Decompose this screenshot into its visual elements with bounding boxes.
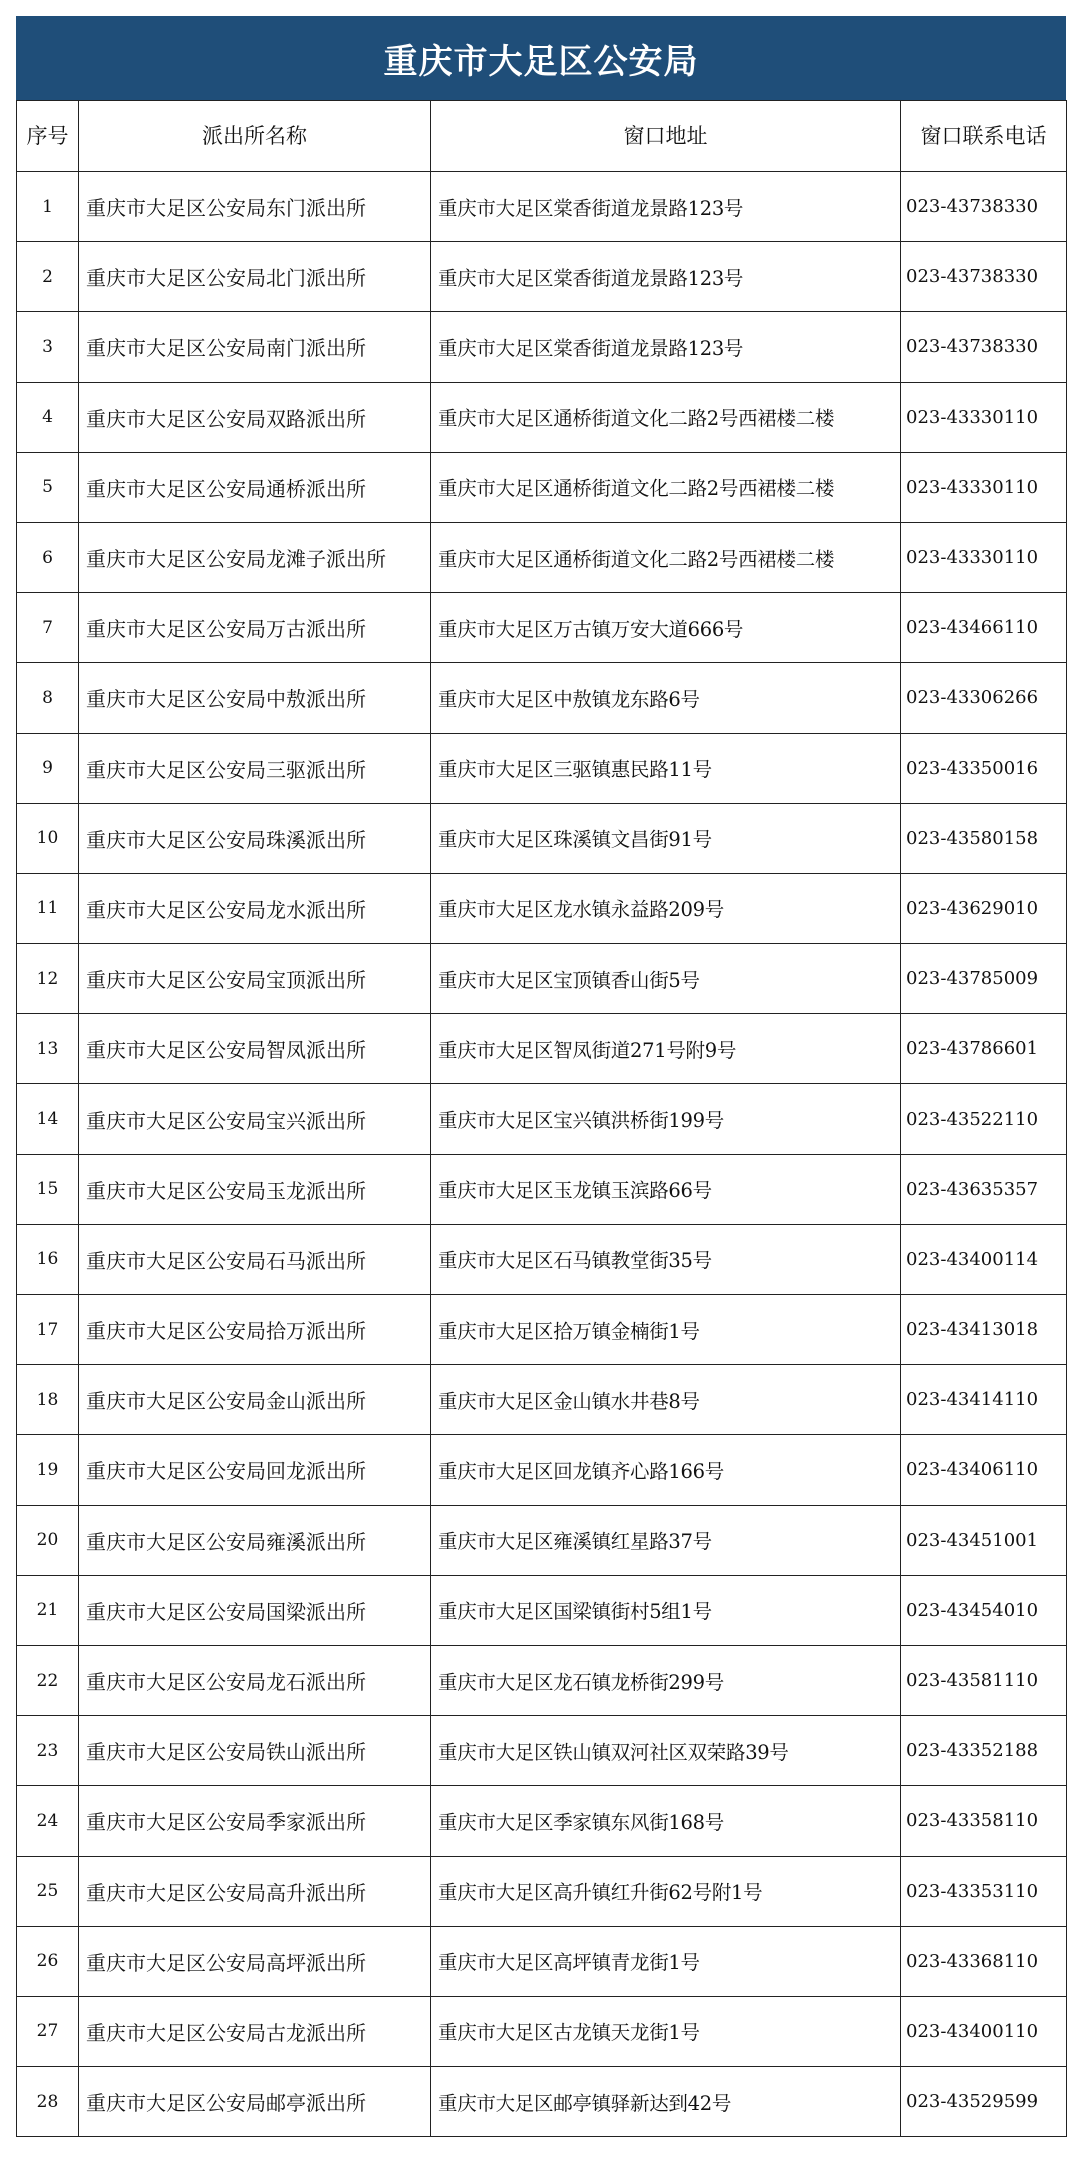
cell-station-name: 重庆市大足区公安局三驱派出所 xyxy=(79,733,431,803)
page-title: 重庆市大足区公安局 xyxy=(16,16,1066,100)
cell-station-name: 重庆市大足区公安局季家派出所 xyxy=(79,1786,431,1856)
header-address: 窗口地址 xyxy=(431,101,901,172)
cell-index: 7 xyxy=(17,593,79,663)
cell-address: 重庆市大足区龙水镇永益路209号 xyxy=(431,873,901,943)
cell-station-name: 重庆市大足区公安局邮亭派出所 xyxy=(79,2067,431,2137)
table-row xyxy=(17,1575,1067,1645)
cell-index: 27 xyxy=(17,1996,79,2066)
table-row xyxy=(17,1295,1067,1365)
cell-address: 重庆市大足区国梁镇街村5组1号 xyxy=(431,1575,901,1645)
cell-address: 重庆市大足区金山镇水井巷8号 xyxy=(431,1365,901,1435)
cell-station-name: 重庆市大足区公安局古龙派出所 xyxy=(79,1996,431,2066)
cell-phone: 023-43738330 xyxy=(901,242,1067,312)
cell-phone: 023-43785009 xyxy=(901,944,1067,1014)
cell-index: 23 xyxy=(17,1716,79,1786)
header-row xyxy=(17,101,1067,172)
cell-address: 重庆市大足区铁山镇双河社区双荣路39号 xyxy=(431,1716,901,1786)
table-header xyxy=(17,101,1067,172)
cell-station-name: 重庆市大足区公安局回龙派出所 xyxy=(79,1435,431,1505)
cell-index: 1 xyxy=(17,172,79,242)
cell-index: 13 xyxy=(17,1014,79,1084)
cell-phone: 023-43353110 xyxy=(901,1856,1067,1926)
cell-station-name: 重庆市大足区公安局通桥派出所 xyxy=(79,452,431,522)
cell-station-name: 重庆市大足区公安局石马派出所 xyxy=(79,1224,431,1294)
cell-address: 重庆市大足区玉龙镇玉滨路66号 xyxy=(431,1154,901,1224)
cell-address: 重庆市大足区万古镇万安大道666号 xyxy=(431,593,901,663)
cell-index: 15 xyxy=(17,1154,79,1224)
cell-station-name: 重庆市大足区公安局玉龙派出所 xyxy=(79,1154,431,1224)
table-row xyxy=(17,1365,1067,1435)
cell-address: 重庆市大足区三驱镇惠民路11号 xyxy=(431,733,901,803)
cell-index: 24 xyxy=(17,1786,79,1856)
cell-address: 重庆市大足区宝兴镇洪桥街199号 xyxy=(431,1084,901,1154)
cell-station-name: 重庆市大足区公安局拾万派出所 xyxy=(79,1295,431,1365)
cell-address: 重庆市大足区雍溪镇红星路37号 xyxy=(431,1505,901,1575)
table-row xyxy=(17,944,1067,1014)
cell-address: 重庆市大足区拾万镇金楠街1号 xyxy=(431,1295,901,1365)
table-row xyxy=(17,1154,1067,1224)
cell-phone: 023-43522110 xyxy=(901,1084,1067,1154)
cell-phone: 023-43350016 xyxy=(901,733,1067,803)
cell-phone: 023-43581110 xyxy=(901,1645,1067,1715)
cell-address: 重庆市大足区中敖镇龙东路6号 xyxy=(431,663,901,733)
cell-phone: 023-43580158 xyxy=(901,803,1067,873)
cell-phone: 023-43786601 xyxy=(901,1014,1067,1084)
cell-index: 2 xyxy=(17,242,79,312)
cell-index: 3 xyxy=(17,312,79,382)
cell-address: 重庆市大足区通桥街道文化二路2号西裙楼二楼 xyxy=(431,522,901,592)
table-row xyxy=(17,452,1067,522)
cell-index: 11 xyxy=(17,873,79,943)
cell-station-name: 重庆市大足区公安局国梁派出所 xyxy=(79,1575,431,1645)
table-row xyxy=(17,1926,1067,1996)
cell-address: 重庆市大足区龙石镇龙桥街299号 xyxy=(431,1645,901,1715)
cell-address: 重庆市大足区石马镇教堂街35号 xyxy=(431,1224,901,1294)
cell-index: 18 xyxy=(17,1365,79,1435)
cell-phone: 023-43330110 xyxy=(901,452,1067,522)
cell-station-name: 重庆市大足区公安局雍溪派出所 xyxy=(79,1505,431,1575)
cell-index: 17 xyxy=(17,1295,79,1365)
cell-address: 重庆市大足区珠溪镇文昌街91号 xyxy=(431,803,901,873)
table-row xyxy=(17,1996,1067,2066)
cell-station-name: 重庆市大足区公安局北门派出所 xyxy=(79,242,431,312)
header-index: 序号 xyxy=(17,101,79,172)
cell-address: 重庆市大足区棠香街道龙景路123号 xyxy=(431,312,901,382)
table-row xyxy=(17,803,1067,873)
cell-index: 21 xyxy=(17,1575,79,1645)
cell-station-name: 重庆市大足区公安局南门派出所 xyxy=(79,312,431,382)
cell-phone: 023-43454010 xyxy=(901,1575,1067,1645)
cell-address: 重庆市大足区邮亭镇驿新达到42号 xyxy=(431,2067,901,2137)
cell-station-name: 重庆市大足区公安局龙石派出所 xyxy=(79,1645,431,1715)
cell-address: 重庆市大足区回龙镇齐心路166号 xyxy=(431,1435,901,1505)
cell-index: 14 xyxy=(17,1084,79,1154)
cell-address: 重庆市大足区高坪镇青龙街1号 xyxy=(431,1926,901,1996)
cell-phone: 023-43406110 xyxy=(901,1435,1067,1505)
cell-station-name: 重庆市大足区公安局高升派出所 xyxy=(79,1856,431,1926)
cell-index: 6 xyxy=(17,522,79,592)
cell-index: 12 xyxy=(17,944,79,1014)
cell-address: 重庆市大足区棠香街道龙景路123号 xyxy=(431,172,901,242)
cell-address: 重庆市大足区高升镇红升街62号附1号 xyxy=(431,1856,901,1926)
table-row xyxy=(17,1716,1067,1786)
cell-index: 16 xyxy=(17,1224,79,1294)
cell-phone: 023-43413018 xyxy=(901,1295,1067,1365)
table-row xyxy=(17,1505,1067,1575)
cell-station-name: 重庆市大足区公安局中敖派出所 xyxy=(79,663,431,733)
cell-address: 重庆市大足区季家镇东风街168号 xyxy=(431,1786,901,1856)
header-station: 派出所名称 xyxy=(79,101,431,172)
header-phone: 窗口联系电话 xyxy=(901,101,1067,172)
table-row xyxy=(17,733,1067,803)
cell-phone: 023-43529599 xyxy=(901,2067,1067,2137)
cell-station-name: 重庆市大足区公安局宝顶派出所 xyxy=(79,944,431,1014)
cell-station-name: 重庆市大足区公安局龙水派出所 xyxy=(79,873,431,943)
cell-station-name: 重庆市大足区公安局万古派出所 xyxy=(79,593,431,663)
table-row xyxy=(17,2067,1067,2137)
cell-phone: 023-43738330 xyxy=(901,312,1067,382)
cell-index: 19 xyxy=(17,1435,79,1505)
cell-index: 26 xyxy=(17,1926,79,1996)
table-row xyxy=(17,1435,1067,1505)
cell-station-name: 重庆市大足区公安局智凤派出所 xyxy=(79,1014,431,1084)
table-row xyxy=(17,663,1067,733)
cell-phone: 023-43738330 xyxy=(901,172,1067,242)
table-row xyxy=(17,172,1067,242)
cell-station-name: 重庆市大足区公安局双路派出所 xyxy=(79,382,431,452)
cell-address: 重庆市大足区棠香街道龙景路123号 xyxy=(431,242,901,312)
cell-address: 重庆市大足区古龙镇天龙街1号 xyxy=(431,1996,901,2066)
cell-station-name: 重庆市大足区公安局铁山派出所 xyxy=(79,1716,431,1786)
cell-phone: 023-43635357 xyxy=(901,1154,1067,1224)
cell-index: 10 xyxy=(17,803,79,873)
table-body xyxy=(17,172,1067,2137)
table-row xyxy=(17,242,1067,312)
cell-address: 重庆市大足区通桥街道文化二路2号西裙楼二楼 xyxy=(431,382,901,452)
table-row xyxy=(17,1084,1067,1154)
table-row xyxy=(17,1224,1067,1294)
table-row xyxy=(17,1014,1067,1084)
cell-index: 28 xyxy=(17,2067,79,2137)
cell-index: 20 xyxy=(17,1505,79,1575)
police-station-table xyxy=(16,100,1067,2137)
cell-phone: 023-43368110 xyxy=(901,1926,1067,1996)
cell-station-name: 重庆市大足区公安局东门派出所 xyxy=(79,172,431,242)
table-row xyxy=(17,1786,1067,1856)
cell-address: 重庆市大足区智凤街道271号附9号 xyxy=(431,1014,901,1084)
cell-station-name: 重庆市大足区公安局珠溪派出所 xyxy=(79,803,431,873)
table-row xyxy=(17,312,1067,382)
cell-index: 4 xyxy=(17,382,79,452)
cell-phone: 023-43330110 xyxy=(901,382,1067,452)
table-row xyxy=(17,1856,1067,1926)
table-row xyxy=(17,1645,1067,1715)
cell-address: 重庆市大足区通桥街道文化二路2号西裙楼二楼 xyxy=(431,452,901,522)
cell-phone: 023-43629010 xyxy=(901,873,1067,943)
cell-station-name: 重庆市大足区公安局金山派出所 xyxy=(79,1365,431,1435)
cell-index: 8 xyxy=(17,663,79,733)
cell-phone: 023-43451001 xyxy=(901,1505,1067,1575)
cell-phone: 023-43414110 xyxy=(901,1365,1067,1435)
cell-phone: 023-43352188 xyxy=(901,1716,1067,1786)
cell-index: 5 xyxy=(17,452,79,522)
table-row xyxy=(17,593,1067,663)
cell-phone: 023-43466110 xyxy=(901,593,1067,663)
cell-phone: 023-43306266 xyxy=(901,663,1067,733)
cell-index: 9 xyxy=(17,733,79,803)
cell-index: 22 xyxy=(17,1645,79,1715)
cell-station-name: 重庆市大足区公安局龙滩子派出所 xyxy=(79,522,431,592)
table-row xyxy=(17,382,1067,452)
cell-station-name: 重庆市大足区公安局高坪派出所 xyxy=(79,1926,431,1996)
cell-index: 25 xyxy=(17,1856,79,1926)
cell-phone: 023-43358110 xyxy=(901,1786,1067,1856)
cell-phone: 023-43330110 xyxy=(901,522,1067,592)
cell-station-name: 重庆市大足区公安局宝兴派出所 xyxy=(79,1084,431,1154)
table-row xyxy=(17,873,1067,943)
table-row xyxy=(17,522,1067,592)
cell-address: 重庆市大足区宝顶镇香山街5号 xyxy=(431,944,901,1014)
cell-phone: 023-43400114 xyxy=(901,1224,1067,1294)
cell-phone: 023-43400110 xyxy=(901,1996,1067,2066)
document xyxy=(16,16,1066,2137)
